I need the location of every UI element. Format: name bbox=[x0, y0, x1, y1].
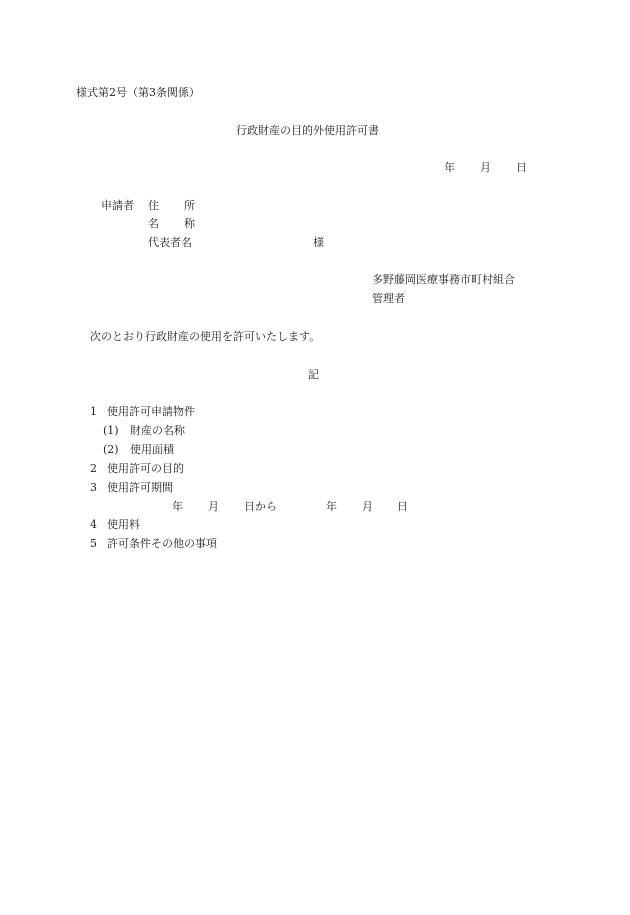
name-label-a: 名 bbox=[148, 217, 159, 230]
representative-label: 代表者名 bbox=[148, 236, 192, 249]
item-label: 財産の名称 bbox=[130, 424, 185, 437]
period-from-day: 日から bbox=[244, 500, 277, 513]
item-number: 2 bbox=[90, 462, 97, 475]
period-from-month: 月 bbox=[208, 500, 219, 513]
issuer-role: 管理者 bbox=[372, 292, 405, 305]
name-label-b: 称 bbox=[184, 217, 195, 230]
date-month: 月 bbox=[480, 161, 491, 174]
item-label: 許可条件その他の事項 bbox=[107, 537, 217, 550]
item-number: 4 bbox=[90, 518, 97, 531]
permission-statement: 次のとおり行政財産の使用を許可いたします。 bbox=[90, 330, 321, 343]
date-day: 日 bbox=[516, 161, 527, 174]
honorific: 様 bbox=[313, 236, 324, 249]
address-label-a: 住 bbox=[148, 199, 159, 212]
item-number: 5 bbox=[90, 537, 97, 550]
applicant-label: 申請者 bbox=[101, 199, 134, 212]
period-to-day: 日 bbox=[397, 500, 408, 513]
item-number: (1) bbox=[103, 424, 119, 437]
item-label: 使用料 bbox=[107, 518, 140, 531]
ki-heading: 記 bbox=[308, 368, 319, 381]
period-to-year: 年 bbox=[326, 500, 337, 513]
document-title: 行政財産の目的外使用許可書 bbox=[236, 124, 379, 137]
item-label: 使用許可申請物件 bbox=[107, 405, 195, 418]
form-id: 様式第2号（第3条関係） bbox=[76, 86, 200, 99]
item-number: 1 bbox=[90, 405, 97, 418]
period-to-month: 月 bbox=[362, 500, 373, 513]
item-label: 使用許可期間 bbox=[107, 481, 173, 494]
item-label: 使用許可の目的 bbox=[107, 462, 184, 475]
issuer-organization: 多野藤岡医療事務市町村組合 bbox=[372, 273, 515, 286]
item-label: 使用面積 bbox=[130, 443, 174, 456]
date-year: 年 bbox=[444, 161, 455, 174]
address-label-b: 所 bbox=[184, 199, 195, 212]
item-number: 3 bbox=[90, 481, 97, 494]
period-from-year: 年 bbox=[172, 500, 183, 513]
item-number: (2) bbox=[103, 443, 119, 456]
